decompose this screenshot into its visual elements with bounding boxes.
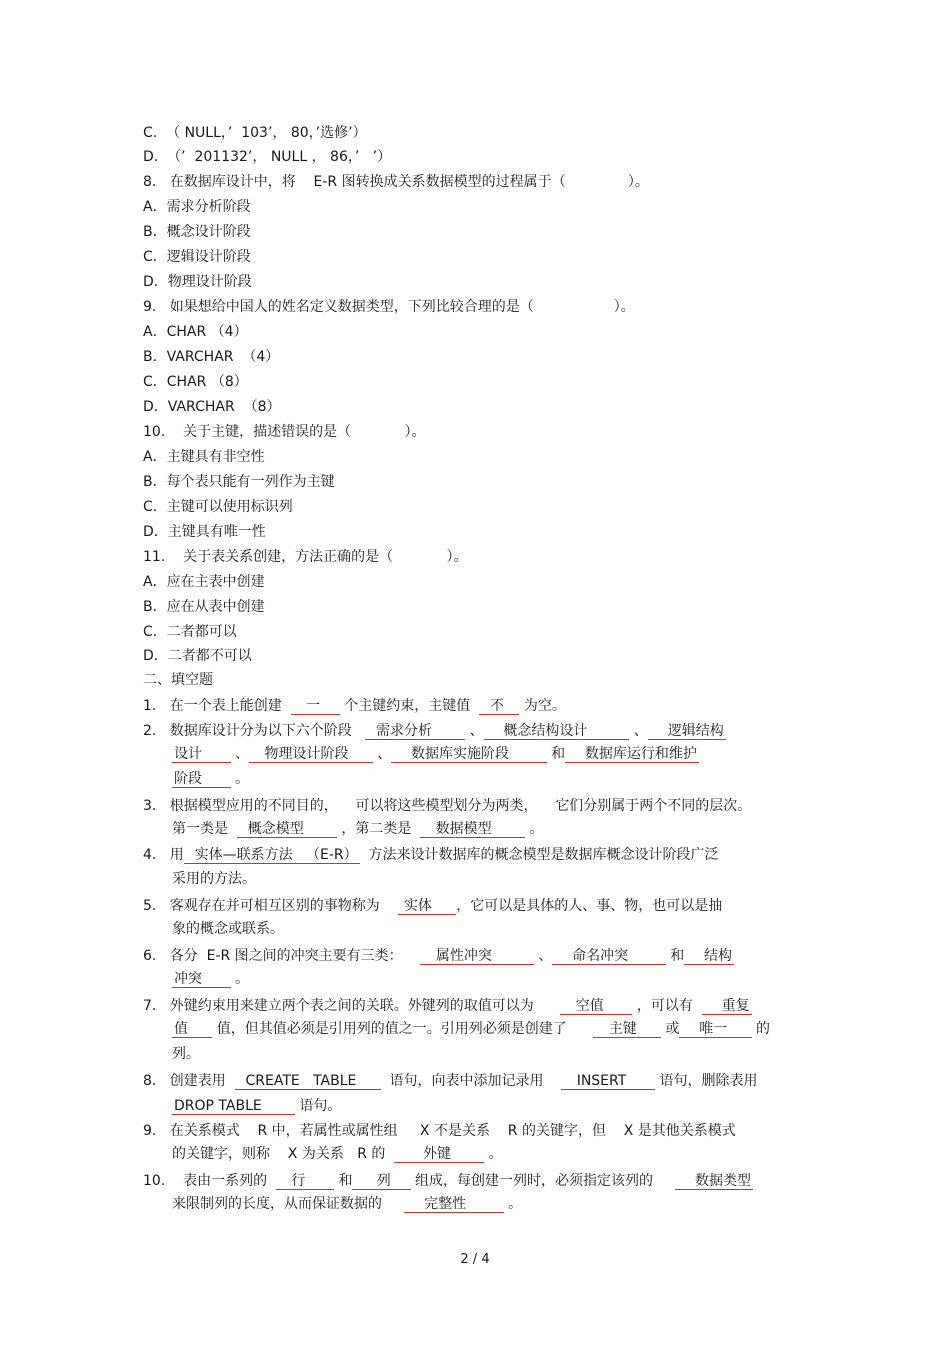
fb7-text-5: 的 [751,1021,770,1037]
fb2-answer-3b: 设计 [174,746,229,762]
fb10-text-3: 组成，每创建一列时，必须指定该列的 [410,1173,676,1189]
fb7-answer-4: 唯一 [681,1021,750,1037]
fb6-text-3: 和 [665,948,685,964]
q9-option-a: A．CHAR （4） [143,324,248,340]
fb6-text-2: 、 [533,948,553,964]
fb8-answer-3: DROP TABLE [174,1098,293,1114]
fb6-answer-1: 属性冲突 [422,948,532,964]
q11-option-a: A．应在主表中创建 [143,574,265,590]
fb7-answer-2a: 重复 [703,998,750,1014]
q9-option-b: B．VARCHAR （4） [143,349,280,365]
fb2-text-4: 、 [230,746,250,762]
fb10-answer-1: 行 [277,1173,333,1189]
question-11: 11. 关于表关系创建，方法正确的是（ ）。 [143,549,468,565]
page-number: 2 / 4 [460,1252,490,1267]
q8-option-b: B．概念设计阶段 [143,224,251,240]
fb3-text-1: 第一类是 [172,821,237,837]
fill-blank-4-line-1 [143,846,719,864]
fill-blank-2-line-3 [172,770,249,788]
fb8-text-2: 语句，向表中添加记录用 [380,1073,562,1089]
fb2-answer-1: 需求分析 [367,723,464,739]
fill-blank-8-line-1 [143,1072,757,1090]
fill-blank-7-line-1 [143,997,752,1015]
q10-option-b: B．每个表只能有一列作为主键 [143,474,335,490]
q11-option-b: B．应在从表中创建 [143,599,265,615]
fb6-answer-2: 命名冲突 [554,948,664,964]
fb7-text-1: 7. 外键约束用来建立两个表之间的关联。外键列的取值可以为 [143,998,561,1014]
q11-option-c: C．二者都可以 [143,624,237,640]
fb5-text-2: ，它可以是具体的人、事、物，也可以是抽 [456,898,723,914]
q10-option-d: D．主键具有唯一性 [143,524,266,540]
fb1-text-1: 1. 在一个表上能创建 [143,698,291,714]
fb4-text-1: 4. 用 [143,847,184,863]
fb10-text-2: 和 [334,1173,353,1189]
fb9-answer-1: 外键 [396,1146,483,1162]
fb5-text-1: 5. 客观存在并可相互区别的事物称为 [143,898,398,914]
fill-blank-5-line-2: 象的概念或联系。 [172,921,284,937]
fill-blank-6-line-1 [143,947,734,965]
fill-blank-3-line-2 [172,820,543,838]
fb4-answer-1: 实体—联系方法 （E-R） [185,847,358,863]
fb8-text-1: 8. 创建表用 [143,1073,235,1089]
fill-blank-3-line-1: 3. 根据模型应用的不同目的， 可以将这些模型划分为两类， 它们分别属于两个不同的层次。 [143,798,752,814]
q10-option-a: A．主键具有非空性 [143,449,265,465]
fb1-answer-1: 一 [292,698,338,714]
fb9-text-1: 的关键字，则称 X 为关系 R 的 [172,1146,395,1162]
fb1-text-2: 个主键约束，主键值 [339,698,480,714]
fill-blank-7-line-2 [172,1020,770,1038]
fb1-text-3: 为空。 [519,698,566,714]
fb10-answer-3: 数据类型 [677,1173,752,1189]
fb3-text-3: 。 [524,821,544,837]
fill-blank-10-line-1 [143,1172,753,1190]
q9-option-d: D．VARCHAR （8） [143,399,281,415]
fb3-answer-1: 概念模型 [238,821,335,837]
fb7-answer-3: 主键 [595,1021,660,1037]
fb3-text-2: ，第二类是 [336,821,421,837]
fb2-text-7: 。 [230,771,250,787]
fb9-text-2: 。 [484,1146,503,1162]
fb6-text-4: 。 [230,971,250,987]
fb7-text-4: 或 [661,1021,680,1037]
question-9: 9. 如果想给中国人的姓名定义数据类型，下列比较合理的是（ ）。 [143,299,635,315]
fill-blank-1 [143,697,566,715]
fill-blank-9-line-1: 9. 在关系模式 R 中，若属性或属性组 X 不是关系 R 的关键字，但 X 是其他关系模式 [143,1123,736,1139]
fb10-text-5: 。 [503,1196,523,1212]
fb3-answer-2: 数据模型 [422,821,523,837]
fb1-answer-2: 不 [481,698,518,714]
fb6-answer-3b: 冲突 [174,971,229,987]
fb2-text-2: 、 [465,723,484,739]
fb8-answer-1: CREATE TABLE [236,1073,379,1089]
fb8-answer-2: INSERT [563,1073,653,1089]
fb7-text-2: ，可以有 [632,998,702,1014]
fb2-answer-2: 概念结构设计 [485,723,628,739]
fill-blank-6-line-2 [172,970,249,988]
option-d-prev: D. （’ 201132’， NULL ， 86，’ ’） [143,149,392,165]
fb10-text-4: 来限制列的长度，从而保证数据的 [172,1196,405,1212]
fb2-answer-4: 物理设计阶段 [251,746,371,762]
fill-blank-2-line-1 [143,722,726,740]
fb10-answer-4: 完整性 [406,1196,502,1212]
q9-option-c: C．CHAR （8） [143,374,248,390]
section-title-fill-blank: 二、填空题 [143,672,213,688]
fb2-answer-6b: 阶段 [174,771,229,787]
fb7-answer-2b: 值 [174,1021,211,1037]
fb7-answer-1: 空值 [562,998,631,1014]
fill-blank-10-line-2 [172,1195,522,1213]
fb8-text-4: 语句。 [294,1098,342,1114]
fb4-text-2: 方法来设计数据库的概念模型是数据库概念设计阶段广泛 [359,847,719,863]
fill-blank-8-line-2 [172,1097,341,1115]
fill-blank-4-line-2: 采用的方法。 [172,871,256,887]
fill-blank-9-line-2 [172,1145,503,1163]
fb2-text-5: 、 [372,746,392,762]
fb2-text-6: 和 [546,746,566,762]
fill-blank-7-line-3: 列。 [172,1046,200,1062]
q10-option-c: C．主键可以使用标识列 [143,499,293,515]
fb2-answer-6a: 数据库运行和维护 [567,746,697,762]
q8-option-d: D．物理设计阶段 [143,274,252,290]
fill-blank-5-line-1 [143,897,722,915]
question-8: 8. 在数据库设计中，将 E-R 图转换成关系数据模型的过程属于（ ）。 [143,174,649,190]
q8-option-c: C．逻辑设计阶段 [143,249,251,265]
option-c-prev: C. （ NULL，’ 103’， 80，’选修’） [143,125,367,141]
fb10-text-1: 10. 表由一系列的 [143,1173,276,1189]
question-10: 10. 关于主键，描述错误的是（ ）。 [143,424,426,440]
fb10-answer-2: 列 [354,1173,409,1189]
fb2-answer-3a: 逻辑结构 [649,723,724,739]
fb2-text-1: 2. 数据库设计分为以下六个阶段 [143,723,366,739]
fb2-answer-5: 数据库实施阶段 [393,746,545,762]
fb8-text-3: 语句，删除表用 [655,1073,758,1089]
fb6-text-1: 6. 各分 E-R 图之间的冲突主要有三类： [143,948,421,964]
fb5-answer-1: 实体 [399,898,455,914]
fill-blank-2-line-2 [172,745,699,763]
fb7-text-3: 值，但其值必须是引用列的值之一。引用列必须是创建了 [212,1021,594,1037]
fb6-answer-3a: 结构 [686,948,733,964]
q8-option-a: A．需求分析阶段 [143,199,251,215]
q11-option-d: D．二者都不可以 [143,648,252,664]
fb2-text-3: 、 [629,723,648,739]
